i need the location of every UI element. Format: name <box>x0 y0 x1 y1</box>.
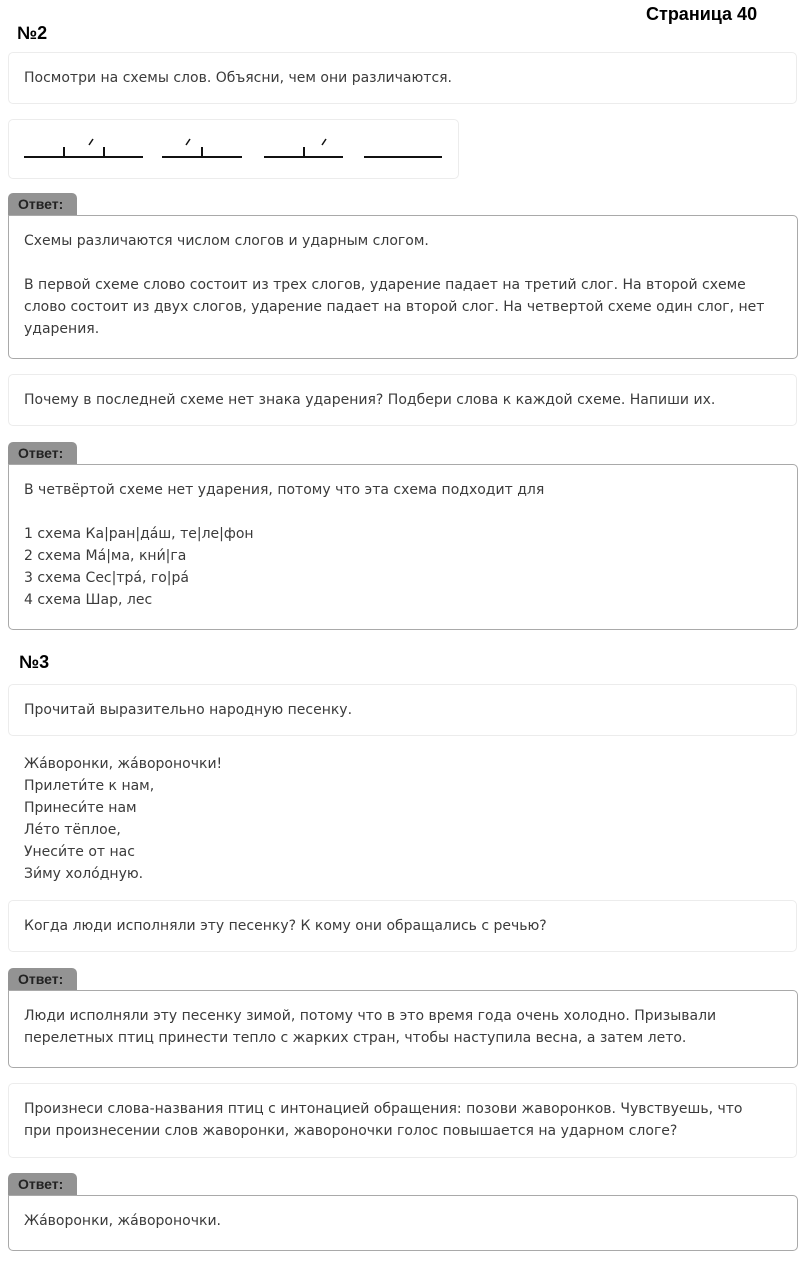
task-2-answer-1 <box>8 215 798 359</box>
word-schemes-diagram <box>9 120 460 180</box>
answer-line: В четвёртой схеме нет ударения, потому что эта схема подходит для <box>24 482 545 498</box>
answer-line <box>24 252 782 274</box>
poem-line: Прилети́те к нам, <box>24 778 155 794</box>
answer-badge: Ответ: <box>8 1173 77 1195</box>
question-text: Прочитай выразительно народную песенку. <box>24 702 353 718</box>
task-2-question-2 <box>8 374 797 426</box>
question-text: Посмотри на схемы слов. Объясни, чем они различаются. <box>24 70 453 86</box>
task-3-question-3 <box>8 1083 797 1158</box>
poem-line: Жа́воронки, жа́вороночки! <box>24 756 223 772</box>
question-text: Почему в последней схеме нет знака ударения? Подбери слова к каждой схеме. Напиши их. <box>24 392 716 408</box>
task-3-question-2 <box>8 900 797 952</box>
task-3-number: №3 <box>19 652 50 672</box>
poem-line: Ле́то тёплое, <box>24 822 121 838</box>
answer-line: 2 схема Ма́|ма, кни́|га <box>24 548 187 564</box>
poem-line: Принеси́те нам <box>24 800 137 816</box>
answer-line: Схемы различаются числом слогов и ударным слогом. <box>24 233 429 249</box>
poem-line: Унеси́те от нас <box>24 844 135 860</box>
page-number: Страница 40 <box>646 4 758 24</box>
task-2-number: №2 <box>17 23 48 43</box>
answer-badge: Ответ: <box>8 193 77 215</box>
answer-line: Люди исполняли эту песенку зимой, потому что в это время года очень холодно. Призывали <box>24 1008 717 1024</box>
answer-line: 1 схема Ка|ран|да́ш, те|ле|фон <box>24 526 254 542</box>
scheme-1 <box>24 139 143 157</box>
answer-line: 3 схема Сес|тра́, го|ра́ <box>24 570 189 586</box>
task-2-answer-2 <box>8 464 798 630</box>
word-schemes-figure <box>8 119 459 179</box>
answer-line: В первой схеме слово состоит из трех слогов, ударение падает на третий слог. На второй схеме <box>24 277 746 293</box>
answer-line: 4 схема Шар, лес <box>24 592 153 608</box>
answer-line: слово состоит из двух слогов, ударение падает на второй слог. На четвертой схеме один слог, нет <box>24 299 765 315</box>
task-3-answer-1 <box>8 990 798 1068</box>
question-text: при произнесении слов жаворонки, жавороночки голос повышается на ударном слоге? <box>24 1123 678 1139</box>
answer-line: Жа́воронки, жа́вороночки. <box>24 1213 221 1229</box>
task-2-question-1 <box>8 52 797 104</box>
question-text: Когда люди исполняли эту песенку? К кому они обращались с речью? <box>24 918 547 934</box>
question-text: Произнеси слова-названия птиц с интонацией обращения: позови жаворонков. Чувствуешь, что <box>24 1101 743 1117</box>
answer-line: ударения. <box>24 321 100 337</box>
scheme-2 <box>162 139 242 157</box>
poem-block <box>8 740 797 890</box>
answer-badge: Ответ: <box>8 442 77 464</box>
answer-line: перелетных птиц принести тепло с жарких стран, чтобы наступила весна, а затем лето. <box>24 1030 687 1046</box>
task-3-question-1 <box>8 684 797 736</box>
task-3-answer-2 <box>8 1195 798 1251</box>
poem-line: Зи́му холо́дную. <box>24 866 144 882</box>
answer-line <box>24 501 782 523</box>
answer-badge: Ответ: <box>8 968 77 990</box>
scheme-3 <box>264 139 343 157</box>
